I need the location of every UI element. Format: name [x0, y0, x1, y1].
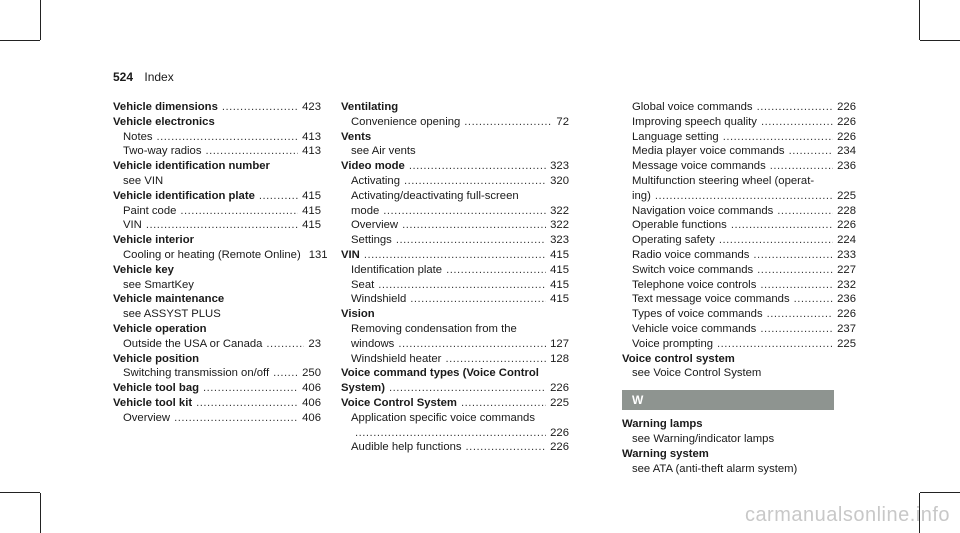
dot-leader [383, 204, 546, 219]
entry-text: Radio voice commands [632, 248, 750, 261]
index-heading-entry [113, 381, 321, 396]
page-reference[interactable]: 406 [302, 411, 321, 424]
entry-text: VIN [123, 219, 142, 232]
dot-leader [789, 144, 834, 159]
page-reference[interactable]: 232 [837, 278, 856, 291]
page-reference[interactable]: 322 [550, 219, 569, 232]
index-heading: Voice control system [622, 352, 735, 365]
index-heading-entry [341, 381, 569, 396]
index-subentry: see Warning/indicator lamps [632, 432, 775, 445]
index-subentry: Application specific voice commands [351, 411, 535, 424]
dot-leader [731, 218, 833, 233]
dot-leader [717, 337, 833, 352]
index-subentry-entry [341, 233, 569, 248]
page-reference[interactable]: 237 [837, 322, 856, 335]
dot-leader [398, 337, 546, 352]
page-reference[interactable]: 226 [837, 130, 856, 143]
dot-leader [174, 411, 298, 426]
page-reference[interactable]: 250 [302, 367, 321, 380]
entry-text: mode [351, 204, 380, 217]
page-reference[interactable]: 415 [302, 219, 321, 232]
index-subentry-entry [622, 144, 856, 159]
crop-mark [40, 0, 41, 40]
entry-text: Outside the USA or Canada [123, 337, 263, 350]
entry-text: Activating [351, 174, 400, 187]
dot-leader [222, 100, 298, 115]
index-subentry-entry [622, 100, 856, 115]
entry-text: Improving speech quality [632, 115, 757, 128]
entry-text: Paint code [123, 204, 177, 217]
index-subentry-entry [622, 263, 856, 278]
entry-text: Global voice commands [632, 101, 753, 113]
index-heading: Vehicle identification number [113, 160, 270, 173]
page-reference[interactable]: 415 [550, 293, 569, 306]
entry-text: Windshield [351, 293, 407, 306]
index-heading: Warning lamps [622, 418, 703, 431]
page-reference[interactable]: 228 [837, 204, 856, 217]
page-reference[interactable]: 226 [837, 101, 856, 113]
index-heading: Vehicle operation [113, 322, 207, 335]
page-reference[interactable]: 227 [837, 263, 856, 276]
dot-leader [364, 248, 546, 263]
entry-text: Two-way radios [123, 145, 202, 158]
dot-leader [760, 278, 833, 293]
index-subentry-entry [113, 144, 321, 159]
crop-mark [920, 40, 960, 41]
entry-text: Notes [123, 130, 153, 143]
index-subentry-entry [341, 204, 569, 219]
index-heading-entry [341, 396, 569, 411]
dot-leader [753, 248, 833, 263]
index-subentry-entry [341, 218, 569, 233]
index-subentry-entry [341, 337, 569, 352]
index-subentry-entry [113, 366, 321, 381]
dot-leader [402, 218, 546, 233]
index-heading: Vehicle maintenance [113, 293, 225, 306]
dot-leader [157, 130, 299, 145]
index-subentry-entry [113, 130, 321, 145]
page-reference[interactable]: 322 [550, 204, 569, 217]
page-number: 524 [113, 70, 134, 84]
page-reference[interactable]: 127 [550, 337, 569, 350]
entry-text: Message voice commands [632, 160, 766, 173]
dot-leader [266, 337, 304, 352]
index-heading: Voice command types (Voice Control [341, 367, 539, 380]
dot-leader [464, 115, 552, 130]
dot-leader [205, 144, 298, 159]
index-subentry-entry [113, 337, 321, 352]
index-subentry: see Voice Control System [632, 367, 762, 380]
index-heading: Warning system [622, 447, 709, 460]
crop-mark [0, 492, 40, 493]
dot-leader [760, 322, 833, 337]
index-subentry: Multifunction steering wheel (operat- [632, 174, 815, 187]
page-reference[interactable]: 415 [550, 278, 569, 291]
index-letter-bar: W [622, 390, 834, 410]
index-heading: Vehicle key [113, 263, 174, 276]
dot-leader [355, 426, 546, 441]
page-reference[interactable]: 23 [308, 337, 321, 350]
entry-text: Operating safety [632, 234, 715, 247]
watermark: carmanualsonline.info [744, 504, 950, 526]
index-heading: Vehicle interior [113, 234, 194, 247]
crop-mark [40, 493, 41, 533]
index-subentry-entry [622, 307, 856, 322]
index-subentry-entry [622, 115, 856, 130]
entry-text: Voice prompting [632, 337, 714, 350]
crop-mark [920, 492, 960, 493]
dot-leader [410, 292, 546, 307]
index-heading-entry [341, 248, 569, 263]
crop-mark [0, 40, 40, 41]
dot-leader [396, 233, 546, 248]
index-subentry-entry [341, 263, 569, 278]
entry-text: VIN [341, 248, 360, 261]
index-subentry-entry [113, 411, 321, 426]
page-reference[interactable]: 415 [550, 248, 569, 261]
entry-text: Telephone voice controls [632, 278, 757, 291]
index-subentry: see ATA (anti-theft alarm system) [632, 462, 798, 475]
page-reference[interactable]: 225 [837, 189, 856, 202]
dot-leader [761, 115, 833, 130]
page-reference[interactable]: 234 [837, 145, 856, 158]
entry-text: Switching transmission on/off [123, 367, 270, 380]
dot-leader [180, 204, 298, 219]
index-subentry-entry [622, 292, 856, 307]
entry-text: Vehicle tool bag [113, 382, 200, 395]
entry-text: Overview [351, 219, 399, 232]
dot-leader [273, 366, 298, 381]
index-subentry-entry [341, 440, 569, 455]
index-subentry-entry [622, 322, 856, 337]
page-reference[interactable]: 320 [550, 174, 569, 187]
page-reference[interactable]: 226 [550, 441, 569, 454]
dot-leader [445, 352, 546, 367]
page-reference[interactable]: 225 [550, 396, 569, 409]
page-reference[interactable]: 224 [837, 234, 856, 247]
page-reference[interactable]: 423 [302, 101, 321, 113]
entry-text: Text message voice commands [632, 293, 790, 306]
index-subentry-entry [622, 233, 856, 248]
index-subentry-entry [341, 115, 569, 130]
entry-text: Vehicle voice commands [632, 322, 757, 335]
index-heading-entry [113, 189, 321, 204]
page-reference[interactable]: 128 [550, 352, 569, 365]
entry-text: Convenience opening [351, 115, 461, 128]
index-subentry-entry [622, 159, 856, 174]
page-reference[interactable]: 226 [837, 308, 856, 321]
page-reference[interactable]: 413 [302, 130, 321, 143]
index-heading: Vents [341, 130, 372, 143]
dot-leader [378, 278, 546, 293]
index-subentry: Activating/deactivating full-screen [351, 189, 519, 202]
dot-leader [196, 396, 298, 411]
index-column-3 [622, 100, 856, 476]
dot-leader [446, 263, 546, 278]
index-subentry: Removing condensation from the [351, 322, 517, 335]
index-heading-entry [113, 396, 321, 411]
dot-leader [767, 307, 834, 322]
entry-text: Windshield heater [351, 352, 442, 365]
entry-text: windows [351, 337, 395, 350]
entry-text: Media player voice commands [632, 145, 785, 158]
index-subentry-entry [622, 130, 856, 145]
index-heading: Vehicle electronics [113, 115, 215, 128]
index-subentry: see VIN [123, 174, 164, 187]
page-reference[interactable]: 413 [302, 145, 321, 158]
dot-leader [723, 130, 833, 145]
entry-text: Switch voice commands [632, 263, 754, 276]
entry-text: Settings [351, 234, 392, 247]
entry-text: Vehicle identification plate [113, 189, 255, 202]
entry-text: Vehicle tool kit [113, 396, 193, 409]
index-subentry-entry [113, 248, 328, 263]
dot-leader [409, 159, 546, 174]
entry-text: Video mode [341, 160, 405, 173]
page-reference[interactable]: 406 [302, 396, 321, 409]
index-subentry-entry [622, 278, 856, 293]
index-subentry: see ASSYST PLUS [123, 308, 221, 321]
index-column-1 [113, 100, 328, 426]
dot-leader [777, 204, 833, 219]
index-subentry-entry [622, 189, 856, 204]
section-title: Index [144, 70, 174, 84]
dot-leader [655, 189, 833, 204]
entry-text: System) [341, 382, 385, 395]
index-subentry-entry [113, 204, 321, 219]
dot-leader [466, 440, 547, 455]
page-reference[interactable]: 406 [302, 382, 321, 395]
page-reference[interactable]: 226 [550, 426, 569, 439]
entry-text: Identification plate [351, 263, 443, 276]
page-reference[interactable]: 131 [308, 248, 328, 261]
dot-leader [461, 396, 546, 411]
index-heading: Vehicle position [113, 352, 200, 365]
dot-leader [770, 159, 833, 174]
entry-text: Navigation voice commands [632, 204, 774, 217]
page-reference[interactable]: 226 [837, 115, 856, 128]
entry-text: Language setting [632, 130, 719, 143]
page-reference[interactable]: 415 [550, 263, 569, 276]
entry-text: Overview [123, 411, 171, 424]
dot-leader [719, 233, 833, 248]
dot-leader [404, 174, 546, 189]
page-reference[interactable]: 323 [550, 234, 569, 247]
index-subentry: see Air vents [351, 145, 416, 158]
crop-mark [919, 0, 920, 40]
index-heading: Vision [341, 308, 375, 321]
page-reference[interactable]: 72 [556, 115, 569, 128]
index-heading-entry [341, 159, 569, 174]
entry-text: Operable functions [632, 219, 727, 232]
index-subentry-entry [622, 337, 856, 352]
index-subentry-entry [113, 218, 321, 233]
page-reference[interactable]: 225 [837, 337, 856, 350]
dot-leader [146, 218, 298, 233]
dot-leader [757, 263, 833, 278]
entry-text: Audible help functions [351, 441, 462, 454]
page-reference[interactable]: 236 [837, 160, 856, 173]
index-subentry-entry [341, 352, 569, 367]
index-subentry-entry [622, 204, 856, 219]
page-reference[interactable]: 415 [302, 204, 321, 217]
page-reference[interactable]: 323 [550, 160, 569, 173]
entry-text: Seat [351, 278, 375, 291]
page-reference[interactable]: 233 [837, 248, 856, 261]
page-reference[interactable]: 226 [550, 382, 569, 395]
dot-leader [389, 381, 546, 396]
entry-text: Types of voice commands [632, 308, 763, 321]
index-subentry-entry [341, 278, 569, 293]
page-header [113, 70, 174, 84]
index-subentry-entry [622, 218, 856, 233]
dot-leader [259, 189, 298, 204]
dot-leader [757, 100, 834, 115]
entry-text: Voice Control System [341, 396, 457, 409]
index-heading: Ventilating [341, 101, 399, 113]
dot-leader [794, 292, 834, 307]
index-heading-entry [113, 100, 321, 115]
index-subentry-entry [341, 174, 569, 189]
dot-leader [203, 381, 298, 396]
index-subentry-entry [622, 248, 856, 263]
index-column-2 [341, 100, 569, 455]
page-reference[interactable]: 236 [837, 293, 856, 306]
entry-text: ing) [632, 189, 651, 202]
entry-text: Vehicle dimensions [113, 101, 218, 113]
entry-text: Cooling or heating (Remote Online) [123, 248, 301, 261]
page-reference[interactable]: 226 [837, 219, 856, 232]
index-subentry-entry [341, 292, 569, 307]
index-subentry: see SmartKey [123, 278, 194, 291]
page-reference[interactable]: 415 [302, 189, 321, 202]
index-subentry-entry [341, 426, 569, 441]
